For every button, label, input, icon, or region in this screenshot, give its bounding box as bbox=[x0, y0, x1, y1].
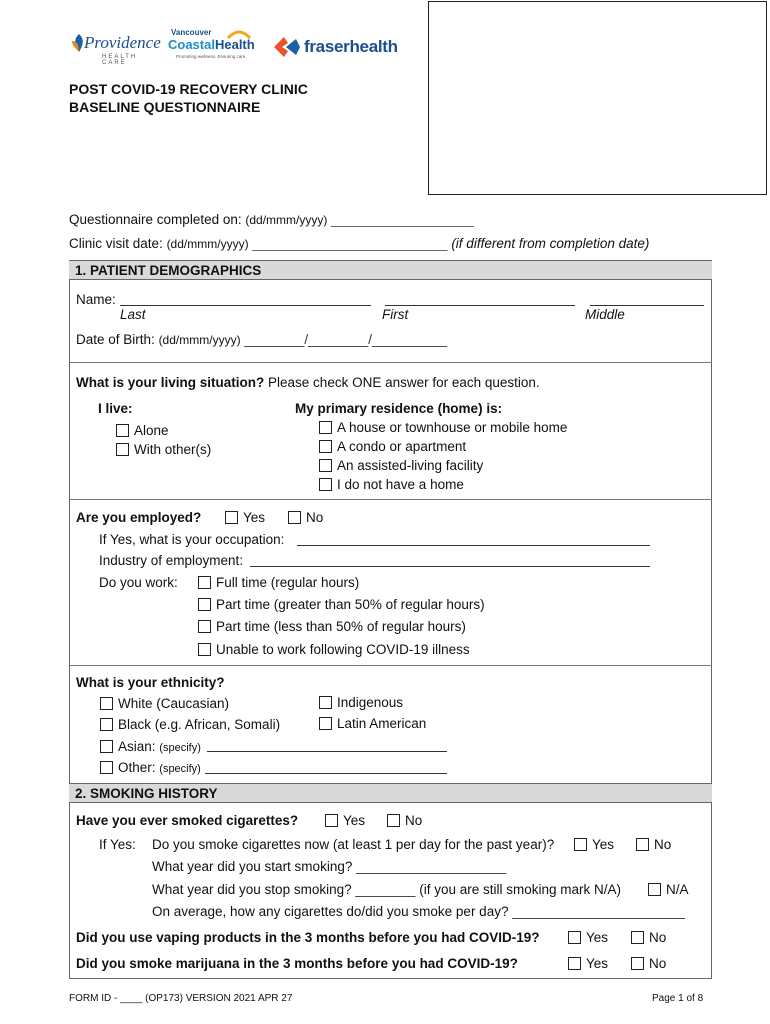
option-label: Latin American bbox=[337, 716, 427, 731]
work-option-full-time[interactable] bbox=[198, 575, 359, 590]
marijuana-yes[interactable] bbox=[568, 956, 608, 971]
checkbox[interactable] bbox=[319, 717, 332, 730]
option-label: N/A bbox=[666, 882, 689, 897]
vch-tagline: Promoting wellness. Ensuring care. bbox=[176, 54, 247, 59]
option-label: Part time (less than 50% of regular hours) bbox=[216, 619, 466, 634]
vaping-yes[interactable] bbox=[568, 930, 608, 945]
stop-smoking-field[interactable]: ________ bbox=[355, 882, 416, 897]
option-label: No bbox=[306, 510, 324, 525]
option-label: Full time (regular hours) bbox=[216, 575, 360, 590]
checkbox[interactable] bbox=[319, 696, 332, 709]
ethnicity-indigenous[interactable] bbox=[319, 695, 403, 710]
work-option-part-time-high[interactable] bbox=[198, 597, 485, 612]
option-label: Yes bbox=[343, 813, 366, 828]
dob-format: (dd/mmm/yyyy) bbox=[158, 333, 241, 347]
checkbox[interactable] bbox=[100, 697, 113, 710]
ethnicity-latin-american[interactable] bbox=[319, 716, 426, 731]
residence-option-house[interactable] bbox=[319, 420, 567, 435]
fraser-health-logo bbox=[272, 35, 397, 61]
option-label: Black (e.g. African, Somali) bbox=[118, 717, 281, 732]
smoked-question: Have you ever smoked cigarettes? bbox=[76, 813, 299, 828]
smoke-now-no[interactable] bbox=[636, 837, 671, 852]
checkbox[interactable] bbox=[568, 957, 581, 970]
ethnicity-question: What is your ethnicity? bbox=[76, 675, 225, 690]
smoke-now-question: Do you smoke cigarettes now (at least 1 per day for the past year)? bbox=[152, 837, 555, 852]
checkbox[interactable] bbox=[319, 478, 332, 491]
start-smoking-question: What year did you start smoking? bbox=[152, 859, 353, 874]
checkbox[interactable] bbox=[100, 761, 113, 774]
checkbox[interactable] bbox=[319, 421, 332, 434]
residence-option-no-home[interactable] bbox=[319, 477, 464, 492]
patient-label-box bbox=[428, 1, 767, 195]
option-label: Yes bbox=[586, 930, 609, 945]
dob-field[interactable]: ________/________/__________ bbox=[244, 332, 448, 347]
smoked-no[interactable] bbox=[387, 813, 422, 828]
work-option-unable[interactable] bbox=[198, 642, 470, 657]
stop-smoking-row bbox=[152, 882, 621, 897]
last-name-caption: Last bbox=[120, 307, 146, 322]
section1-header: 1. PATIENT DEMOGRAPHICS bbox=[69, 260, 712, 280]
checkbox[interactable] bbox=[631, 957, 644, 970]
visit-date-label: Clinic visit date: bbox=[69, 236, 163, 251]
option-label: An assisted-living facility bbox=[337, 458, 484, 473]
industry-field[interactable] bbox=[250, 566, 650, 567]
visit-date-field[interactable]: __________________________ bbox=[252, 236, 448, 251]
stop-smoking-note: (if you are still smoking mark N/A) bbox=[419, 882, 622, 897]
footer-form-id: FORM ID - ____ (OP173) VERSION 2021 APR 27 bbox=[69, 993, 293, 1004]
option-label: Indigenous bbox=[337, 695, 404, 710]
checkbox[interactable] bbox=[648, 883, 661, 896]
employed-yes[interactable] bbox=[225, 510, 265, 525]
vch-main-b: Health bbox=[214, 37, 255, 52]
work-option-part-time-low[interactable] bbox=[198, 619, 466, 634]
option-label: No bbox=[654, 837, 672, 852]
middle-name-field[interactable] bbox=[590, 305, 704, 306]
living-question: What is your living situation? bbox=[76, 375, 265, 390]
checkbox[interactable] bbox=[631, 931, 644, 944]
ethnicity-black[interactable] bbox=[100, 717, 280, 732]
form-title-line2: BASELINE QUESTIONNAIRE bbox=[69, 99, 261, 115]
footer-page-number: Page 1 of 8 bbox=[652, 993, 704, 1004]
dob-label: Date of Birth: bbox=[76, 332, 155, 347]
fraser-mark-icon bbox=[272, 35, 302, 59]
residence-option-condo[interactable] bbox=[319, 439, 466, 454]
vch-main-a: Coastal bbox=[168, 37, 215, 52]
checkbox[interactable] bbox=[198, 598, 211, 611]
live-option-others[interactable] bbox=[116, 442, 211, 457]
checkbox[interactable] bbox=[319, 440, 332, 453]
smoked-yes[interactable] bbox=[325, 813, 365, 828]
industry-label: Industry of employment: bbox=[99, 553, 244, 568]
form-title bbox=[69, 80, 308, 116]
ethnicity-other[interactable] bbox=[100, 760, 201, 775]
first-name-field[interactable] bbox=[385, 305, 575, 306]
specify-hint: (specify) bbox=[159, 763, 201, 775]
form-title-line1: POST COVID-19 RECOVERY CLINIC bbox=[69, 81, 308, 97]
checkbox[interactable] bbox=[198, 643, 211, 656]
employed-question: Are you employed? bbox=[76, 510, 202, 525]
stop-smoking-question: What year did you stop smoking? bbox=[152, 882, 352, 897]
work-label: Do you work: bbox=[99, 575, 178, 590]
name-label: Name: bbox=[76, 292, 116, 307]
marijuana-question: Did you smoke marijuana in the 3 months before you had COVID-19? bbox=[76, 956, 518, 971]
i-live-label: I live: bbox=[98, 401, 133, 416]
fraser-name: fraserhealth bbox=[304, 37, 398, 56]
dob-row bbox=[76, 332, 447, 347]
avg-cigarettes-row bbox=[152, 904, 685, 919]
asian-specify-field[interactable] bbox=[207, 751, 447, 752]
checkbox[interactable] bbox=[100, 740, 113, 753]
stop-smoking-na[interactable] bbox=[648, 882, 689, 897]
visit-date-note: (if different from completion date) bbox=[451, 236, 650, 251]
completed-on-row bbox=[69, 212, 474, 227]
option-label: Other: bbox=[118, 760, 156, 775]
divider bbox=[69, 362, 712, 363]
first-name-caption: First bbox=[382, 307, 409, 322]
vaping-question: Did you use vaping products in the 3 months before you had COVID-19? bbox=[76, 930, 540, 945]
checkbox[interactable] bbox=[319, 459, 332, 472]
checkbox[interactable] bbox=[116, 443, 129, 456]
checkbox[interactable] bbox=[574, 838, 587, 851]
residence-option-assisted[interactable] bbox=[319, 458, 483, 473]
checkbox[interactable] bbox=[288, 511, 301, 524]
option-label: No bbox=[405, 813, 423, 828]
living-instructions: Please check ONE answer for each question. bbox=[268, 375, 540, 390]
visit-date-row bbox=[69, 236, 649, 251]
ethnicity-asian[interactable] bbox=[100, 739, 201, 754]
divider bbox=[69, 499, 712, 500]
visit-date-format: (dd/mmm/yyyy) bbox=[166, 237, 249, 251]
option-label: Unable to work following COVID-19 illness bbox=[216, 642, 470, 657]
checkbox[interactable] bbox=[636, 838, 649, 851]
checkbox[interactable] bbox=[568, 931, 581, 944]
residence-label: My primary residence (home) is: bbox=[295, 401, 503, 416]
checkbox[interactable] bbox=[198, 576, 211, 589]
option-label: With other(s) bbox=[134, 442, 212, 457]
option-label: A condo or apartment bbox=[337, 439, 467, 454]
living-question-row bbox=[76, 375, 540, 390]
checkbox[interactable] bbox=[116, 424, 129, 437]
section2-header: 2. SMOKING HISTORY bbox=[69, 783, 712, 803]
checkbox[interactable] bbox=[198, 620, 211, 633]
option-label: Yes bbox=[586, 956, 609, 971]
vaping-no[interactable] bbox=[631, 930, 666, 945]
avg-cigarettes-field[interactable]: _______________________ bbox=[512, 904, 685, 919]
other-specify-field[interactable] bbox=[205, 773, 447, 774]
start-smoking-row bbox=[152, 859, 506, 874]
vch-top: Vancouver bbox=[171, 28, 212, 37]
employed-no[interactable] bbox=[288, 510, 323, 525]
occupation-label: If Yes, what is your occupation: bbox=[99, 532, 285, 547]
avg-cigarettes-question: On average, how any cigarettes do/did you smoke per day? bbox=[152, 904, 509, 919]
option-label: Alone bbox=[134, 423, 169, 438]
option-label: Yes bbox=[243, 510, 266, 525]
checkbox[interactable] bbox=[325, 814, 338, 827]
vch-sun-icon bbox=[226, 28, 252, 40]
completed-on-field[interactable]: ___________________ bbox=[331, 212, 474, 227]
providence-subtitle: HEALTH CARE bbox=[102, 54, 138, 66]
start-smoking-field[interactable]: ____________________ bbox=[356, 859, 507, 874]
occupation-field[interactable] bbox=[297, 545, 650, 546]
if-yes-label: If Yes: bbox=[99, 837, 136, 852]
providence-name: Providence bbox=[84, 33, 161, 52]
option-label: I do not have a home bbox=[337, 477, 464, 492]
middle-name-caption: Middle bbox=[585, 307, 625, 322]
specify-hint: (specify) bbox=[159, 742, 201, 754]
completed-on-format: (dd/mmm/yyyy) bbox=[245, 213, 328, 227]
checkbox[interactable] bbox=[387, 814, 400, 827]
option-label: Asian: bbox=[118, 739, 156, 754]
checkbox[interactable] bbox=[100, 718, 113, 731]
divider bbox=[69, 665, 712, 666]
smoke-now-yes[interactable] bbox=[574, 837, 614, 852]
completed-on-label: Questionnaire completed on: bbox=[69, 212, 242, 227]
checkbox[interactable] bbox=[225, 511, 238, 524]
last-name-field[interactable] bbox=[120, 305, 371, 306]
ethnicity-white[interactable] bbox=[100, 696, 229, 711]
option-label: Part time (greater than 50% of regular hours) bbox=[216, 597, 485, 612]
option-label: Yes bbox=[592, 837, 615, 852]
option-label: A house or townhouse or mobile home bbox=[337, 420, 568, 435]
live-option-alone[interactable] bbox=[116, 423, 169, 438]
vch-logo bbox=[168, 28, 263, 64]
option-label: No bbox=[649, 956, 667, 971]
providence-logo bbox=[68, 30, 161, 66]
option-label: No bbox=[649, 930, 667, 945]
marijuana-no[interactable] bbox=[631, 956, 666, 971]
option-label: White (Caucasian) bbox=[118, 696, 230, 711]
